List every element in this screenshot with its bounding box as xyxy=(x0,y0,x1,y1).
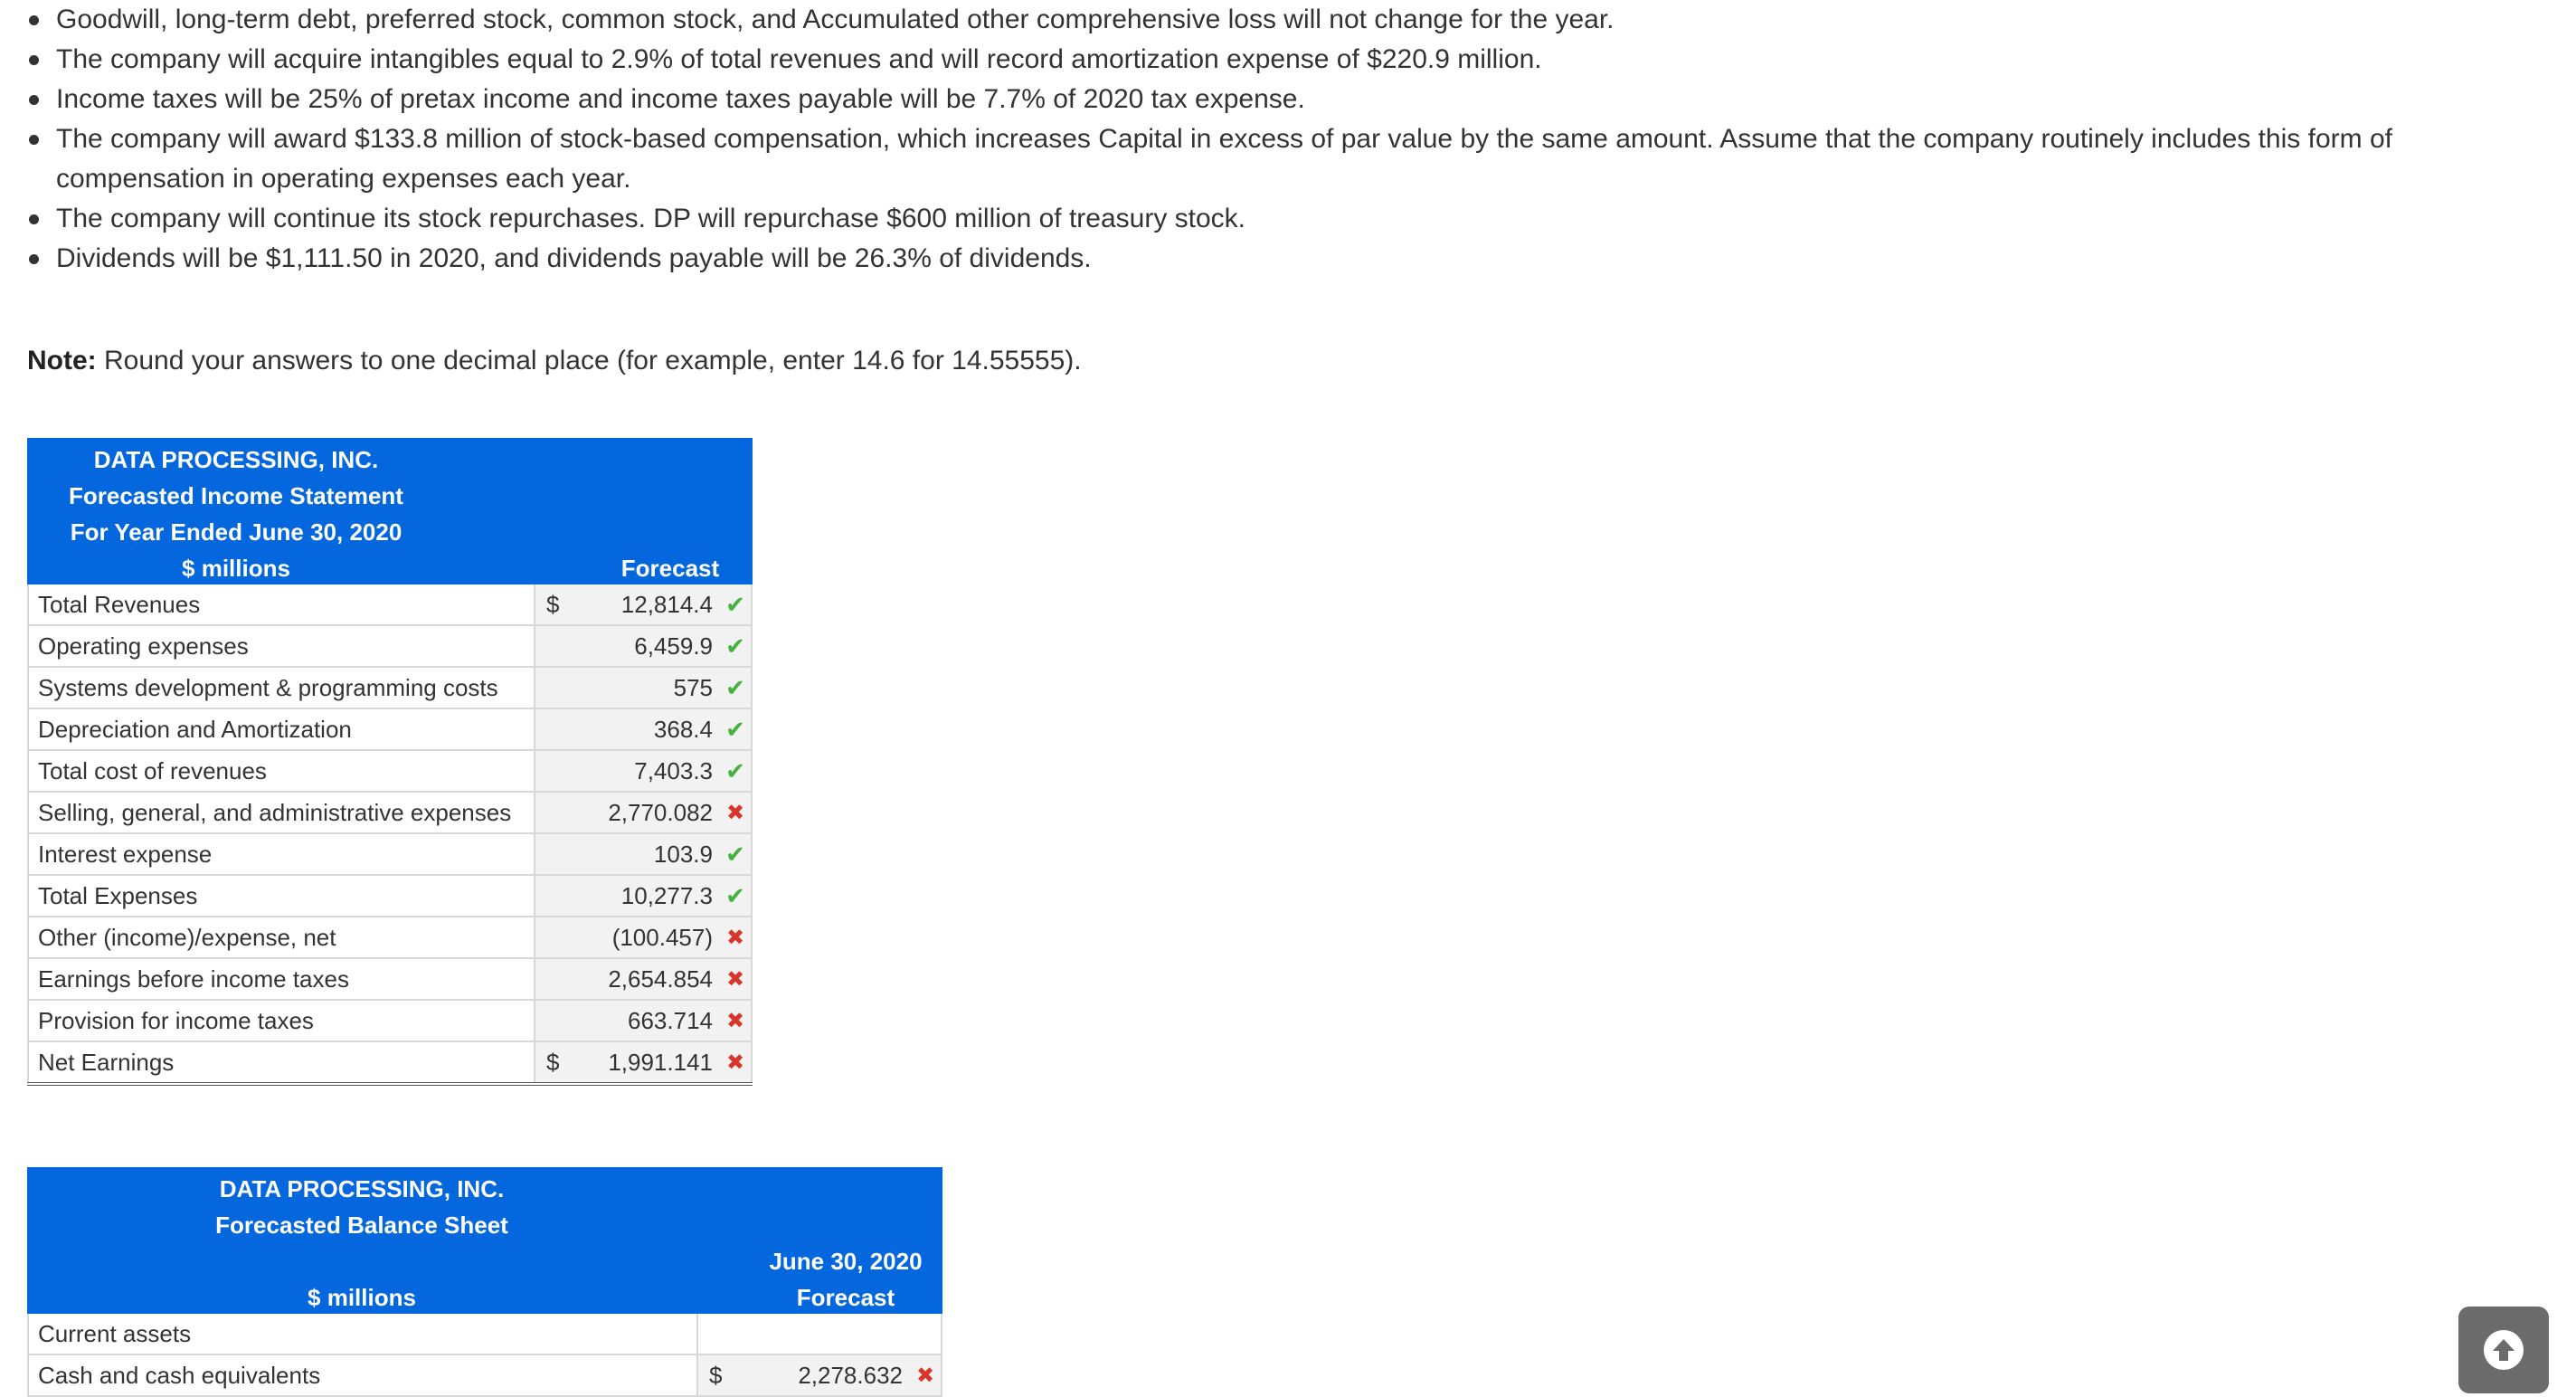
note-text: Round your answers to one decimal place (for example, enter 14.6 for 14.55555). xyxy=(96,346,1082,375)
forecast-value-input[interactable]: 2,654.854 xyxy=(593,959,720,999)
empty-status xyxy=(910,1314,942,1354)
table-row xyxy=(27,626,753,668)
check-icon: ✔ xyxy=(720,751,753,791)
row-label: Total Expenses xyxy=(27,876,535,916)
row-label: Current assets xyxy=(27,1314,698,1354)
balance-sheet-rows xyxy=(27,1314,942,1397)
income-statement-header xyxy=(27,438,753,584)
check-icon: ✔ xyxy=(720,668,753,708)
forecast-value-input[interactable]: 663.714 xyxy=(593,1001,720,1041)
check-icon: ✔ xyxy=(720,876,753,916)
table-row xyxy=(27,834,753,876)
income-statement-rows xyxy=(27,584,753,1086)
table-row xyxy=(27,1001,753,1042)
table-row xyxy=(27,668,753,709)
forecast-value-input[interactable]: 7,403.3 xyxy=(593,751,720,791)
assumption-item: Income taxes will be 25% of pretax income and income taxes payable will be 7.7% of 2020 tax expense. xyxy=(25,80,2522,119)
forecast-column-header: Forecast xyxy=(620,555,720,582)
row-label: Depreciation and Amortization xyxy=(27,709,535,749)
currency-symbol xyxy=(535,668,593,708)
forecast-value-input[interactable]: 12,814.4 xyxy=(593,584,720,624)
currency-symbol xyxy=(535,917,593,957)
balance-sheet-header xyxy=(27,1167,942,1314)
table-row xyxy=(27,1314,942,1355)
cross-icon: ✖ xyxy=(720,917,753,957)
row-label: Systems development & programming costs xyxy=(27,668,535,708)
currency-symbol xyxy=(535,876,593,916)
balance-sheet-table xyxy=(27,1167,942,1397)
currency-symbol: $ xyxy=(535,1042,593,1082)
table-row xyxy=(27,876,753,917)
currency-symbol xyxy=(535,793,593,832)
company-name: DATA PROCESSING, INC. xyxy=(93,446,379,473)
forecast-column-header: Forecast xyxy=(796,1284,895,1311)
row-label: Total Revenues xyxy=(27,584,535,624)
cross-icon: ✖ xyxy=(720,959,753,999)
row-label: Other (income)/expense, net xyxy=(27,917,535,957)
units-label: $ millions xyxy=(308,1284,416,1311)
row-label: Operating expenses xyxy=(27,626,535,666)
scroll-to-top-button[interactable] xyxy=(2458,1307,2549,1393)
assumption-item: The company will continue its stock repurchases. DP will repurchase $600 million of treasury stock. xyxy=(25,199,2522,239)
income-statement-table xyxy=(27,438,753,1086)
currency-symbol xyxy=(535,1001,593,1041)
table-row xyxy=(27,793,753,834)
check-icon: ✔ xyxy=(720,626,753,666)
check-icon: ✔ xyxy=(720,584,753,624)
forecast-value-input[interactable]: 103.9 xyxy=(593,834,720,874)
statement-period: For Year Ended June 30, 2020 xyxy=(70,518,402,546)
row-label: Total cost of revenues xyxy=(27,751,535,791)
currency-symbol xyxy=(535,959,593,999)
cross-icon: ✖ xyxy=(720,1042,753,1082)
currency-symbol: $ xyxy=(698,1355,762,1395)
row-label: Provision for income taxes xyxy=(27,1001,535,1041)
arrow-up-circle-icon xyxy=(2480,1326,2527,1373)
table-row xyxy=(27,1042,753,1086)
currency-symbol: $ xyxy=(535,584,593,624)
currency-symbol xyxy=(535,626,593,666)
cross-icon: ✖ xyxy=(910,1355,942,1395)
statement-title: Forecasted Income Statement xyxy=(69,482,403,509)
forecast-value-input[interactable]: 1,991.141 xyxy=(593,1042,720,1082)
table-row xyxy=(27,959,753,1001)
check-icon: ✔ xyxy=(720,834,753,874)
table-row xyxy=(27,584,753,626)
cross-icon: ✖ xyxy=(720,793,753,832)
assumption-item: Dividends will be $1,111.50 in 2020, and dividends payable will be 26.3% of dividends. xyxy=(25,239,2522,279)
row-label: Cash and cash equivalents xyxy=(27,1355,698,1395)
assumptions-list xyxy=(25,0,2522,279)
table-row xyxy=(27,917,753,959)
cross-icon: ✖ xyxy=(720,1001,753,1041)
units-label: $ millions xyxy=(182,555,290,582)
row-label: Net Earnings xyxy=(27,1042,535,1082)
currency-symbol xyxy=(698,1314,762,1354)
forecast-value-input[interactable]: 575 xyxy=(593,668,720,708)
forecast-value-input[interactable]: 368.4 xyxy=(593,709,720,749)
forecast-value-input[interactable]: 2,770.082 xyxy=(593,793,720,832)
assumption-item: The company will acquire intangibles equal to 2.9% of total revenues and will record amortization expense of $220.9 million. xyxy=(25,40,2522,80)
note-label: Note: xyxy=(27,346,97,375)
row-label: Selling, general, and administrative expenses xyxy=(27,793,535,832)
forecast-value-input[interactable]: 10,277.3 xyxy=(593,876,720,916)
currency-symbol xyxy=(535,709,593,749)
assumption-item: Goodwill, long-term debt, preferred stock, common stock, and Accumulated other comprehensive loss will not change for the year. xyxy=(25,0,2522,40)
rounding-note xyxy=(27,346,1082,376)
table-row xyxy=(27,751,753,793)
forecast-value-input[interactable] xyxy=(762,1314,910,1354)
assumption-item: The company will award $133.8 million of stock-based compensation, which increases Capital in excess of par value by the same amount. Assume that the company routinely includes this form of compensation in operating expenses each year. xyxy=(25,119,2522,199)
row-label: Earnings before income taxes xyxy=(27,959,535,999)
date-column-header: June 30, 2020 xyxy=(769,1248,923,1275)
currency-symbol xyxy=(535,751,593,791)
company-name: DATA PROCESSING, INC. xyxy=(219,1175,505,1202)
forecast-value-input[interactable]: 6,459.9 xyxy=(593,626,720,666)
check-icon: ✔ xyxy=(720,709,753,749)
row-label: Interest expense xyxy=(27,834,535,874)
forecast-value-input[interactable]: 2,278.632 xyxy=(762,1355,910,1395)
statement-title: Forecasted Balance Sheet xyxy=(215,1212,508,1239)
currency-symbol xyxy=(535,834,593,874)
forecast-value-input[interactable]: (100.457) xyxy=(593,917,720,957)
table-row xyxy=(27,1355,942,1397)
table-row xyxy=(27,709,753,751)
